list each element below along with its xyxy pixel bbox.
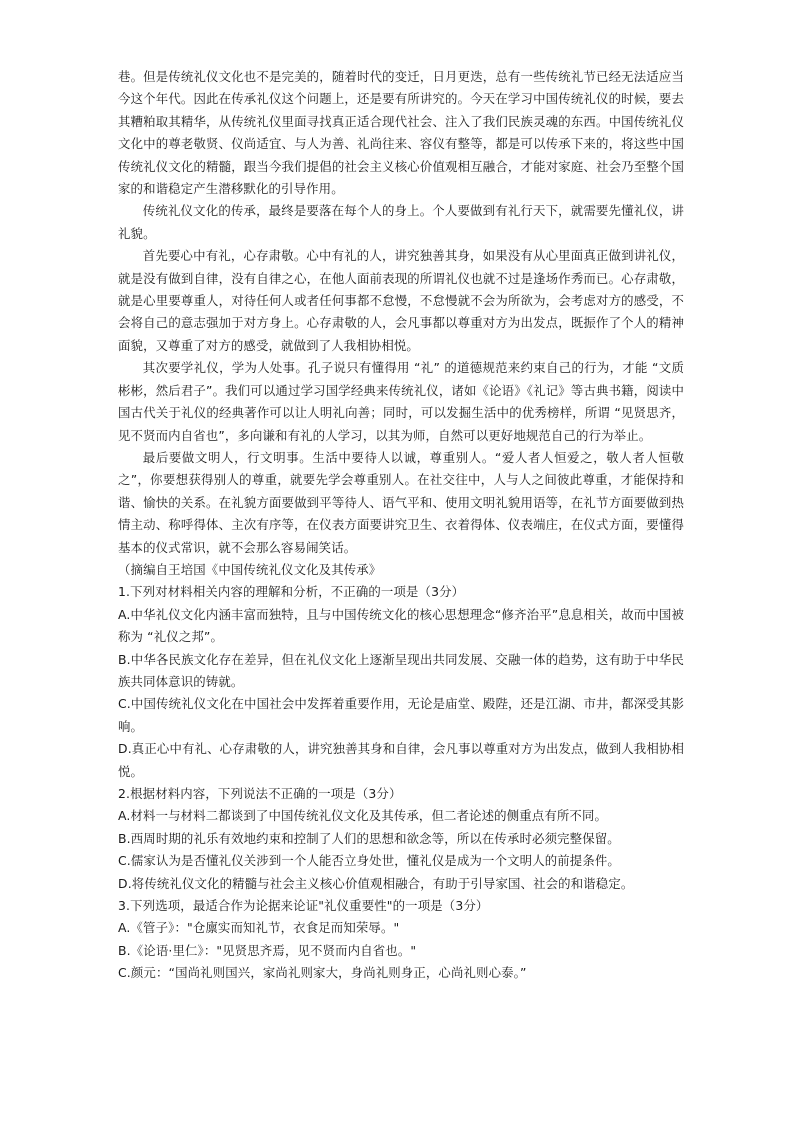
passage-paragraph: 巷。但是传统礼仪文化也不是完美的，随着时代的变迁，日月更迭，总有一些传统礼节已经无法适应当今这个年代。因此在传承礼仪这个问题上，还是要有所讲究的。今天在学习中国传统礼仪的时候，要去其糟粕取其精华，从传统礼仪里面寻找真正适合现代社会、注入了我们民族灵魂的东西。中国传统礼仪文化中的尊老敬贤、仪尚适宜、与人为善、礼尚往来、容仪有整等，都是可以传承下来的，将这些中国传统礼仪文化的精髓，跟当今我们提倡的社会主义核心价值观相互融合，才能对家庭、社会乃至整个国家的和谐稳定产生潜移默化的引导作用。 bbox=[118, 69, 684, 197]
question-option: A.《管子》："仓廪实而知礼节，衣食足而知荣辱。" bbox=[118, 920, 400, 936]
question-option: C.儒家认为是否懂礼仪关涉到一个人能否立身处世，懂礼仪是成为一个文明人的前提条件。 bbox=[118, 853, 620, 869]
question-option: A.中华礼仪文化内涵丰富而独特，且与中国传统文化的核心思想理念“修齐治平”息息相关，故而中国被称为 “礼仪之邦”。 bbox=[118, 606, 684, 645]
question-option: D.将传统礼仪文化的精髓与社会主义核心价值观相融合，有助于引导家国、社会的和谐稳定。 bbox=[118, 875, 634, 891]
question-option: B.《论语·里仁》："见贤思齐焉，见不贤而内自省也。" bbox=[118, 942, 417, 958]
passage-paragraph: 首先要心中有礼，心存肃敬。心中有礼的人，讲究独善其身，如果没有从心里面真正做到讲礼仪，就是没有做到自律，没有自律之心，在他人面前表现的所谓礼仪也就不过是逢场作秀而已。心存肃敬，就是心里要尊重人，对待任何人或者任何事都不怠慢，不怠慢就不会为所欲为，会考虑对方的感受，不会将自己的意志强加于对方身上。心存肃敬的人，会凡事都以尊重对方为出发点，既振作了个人的精神面貌，又尊重了对方的感受，就做到了人我相协相悦。 bbox=[118, 248, 684, 353]
question-option: D.真正心中有礼、心存肃敬的人，讲究独善其身和自律，会凡事以尊重对方为出发点，做到人我相协相悦。 bbox=[118, 741, 684, 779]
passage-paragraph: 传统礼仪文化的传承，最终是要落在每个人的身上。个人要做到有礼行天下，就需要先懂礼仪，讲礼貌。 bbox=[118, 203, 684, 241]
question-option: C.中国传统礼仪文化在中国社会中发挥着重要作用，无论是庙堂、殿陛，还是江湖、市井，都深受其影响。 bbox=[118, 696, 684, 734]
passage-paragraph: 其次要学礼仪，学为人处事。孔子说只有懂得用 “礼” 的道德规范来约束自己的行为，才能 “文质彬彬，然后君子”。我们可以通过学习国学经典来传统礼仪，诸如《论语》《礼记》等古典书籍，阅读中国古代关于礼仪的经典著作可以让人明礼向善；同时，可以发掘生活中的优秀榜样，所谓 “见贤思齐，见不贤而内自省也”，多向谦和有礼的人学习，以其为师，自然可以更好地规范自己的行为举止。 bbox=[118, 360, 684, 443]
document-page bbox=[118, 66, 684, 985]
question-stem: 2.根据材料内容，下列说法不正确的一项是（3分） bbox=[118, 786, 402, 801]
question-option: C.颜元：“国尚礼则国兴，家尚礼则家大，身尚礼则身正，心尚礼则心泰。” bbox=[118, 965, 527, 981]
question-option: B.中华各民族文化存在差异，但在礼仪文化上逐渐呈现出共同发展、交融一体的趋势，这有助于中华民族共同体意识的铸就。 bbox=[118, 651, 684, 689]
passage-paragraph: 最后要做文明人，行文明事。生活中要待人以诚，尊重别人。“爱人者人恒爱之，敬人者人恒敬之”，你要想获得别人的尊重，就要先学会尊重别人。在社交往中，人与人之间彼此尊重，才能保持和谐、愉快的关系。在礼貌方面要做到平等待人、语气平和、使用文明礼貌用语等，在礼节方面要做到热情主动、称呼得体、主次有序等，在仪表方面要讲究卫生、衣着得体、仪表端庄，在仪式方面，要懂得基本的仪式常识，就不会那么容易闹笑话。 bbox=[118, 449, 684, 555]
source-citation: （摘编自王培国《中国传统礼仪文化及其传承》 bbox=[118, 561, 382, 577]
question-stem: 1.下列对材料相关内容的理解和分析，不正确的一项是（3分） bbox=[118, 584, 465, 600]
question-option: B.西周时期的礼乐有效地约束和控制了人们的思想和欲念等，所以在传承时必须完整保留。 bbox=[118, 830, 620, 846]
question-stem: 3.下列选项，最适合作为论据来论证"礼仪重要性"的一项是（3分） bbox=[118, 898, 489, 914]
question-option: A.材料一与材料二都谈到了中国传统礼仪文化及其传承，但二者论述的侧重点有所不同。 bbox=[118, 808, 608, 824]
